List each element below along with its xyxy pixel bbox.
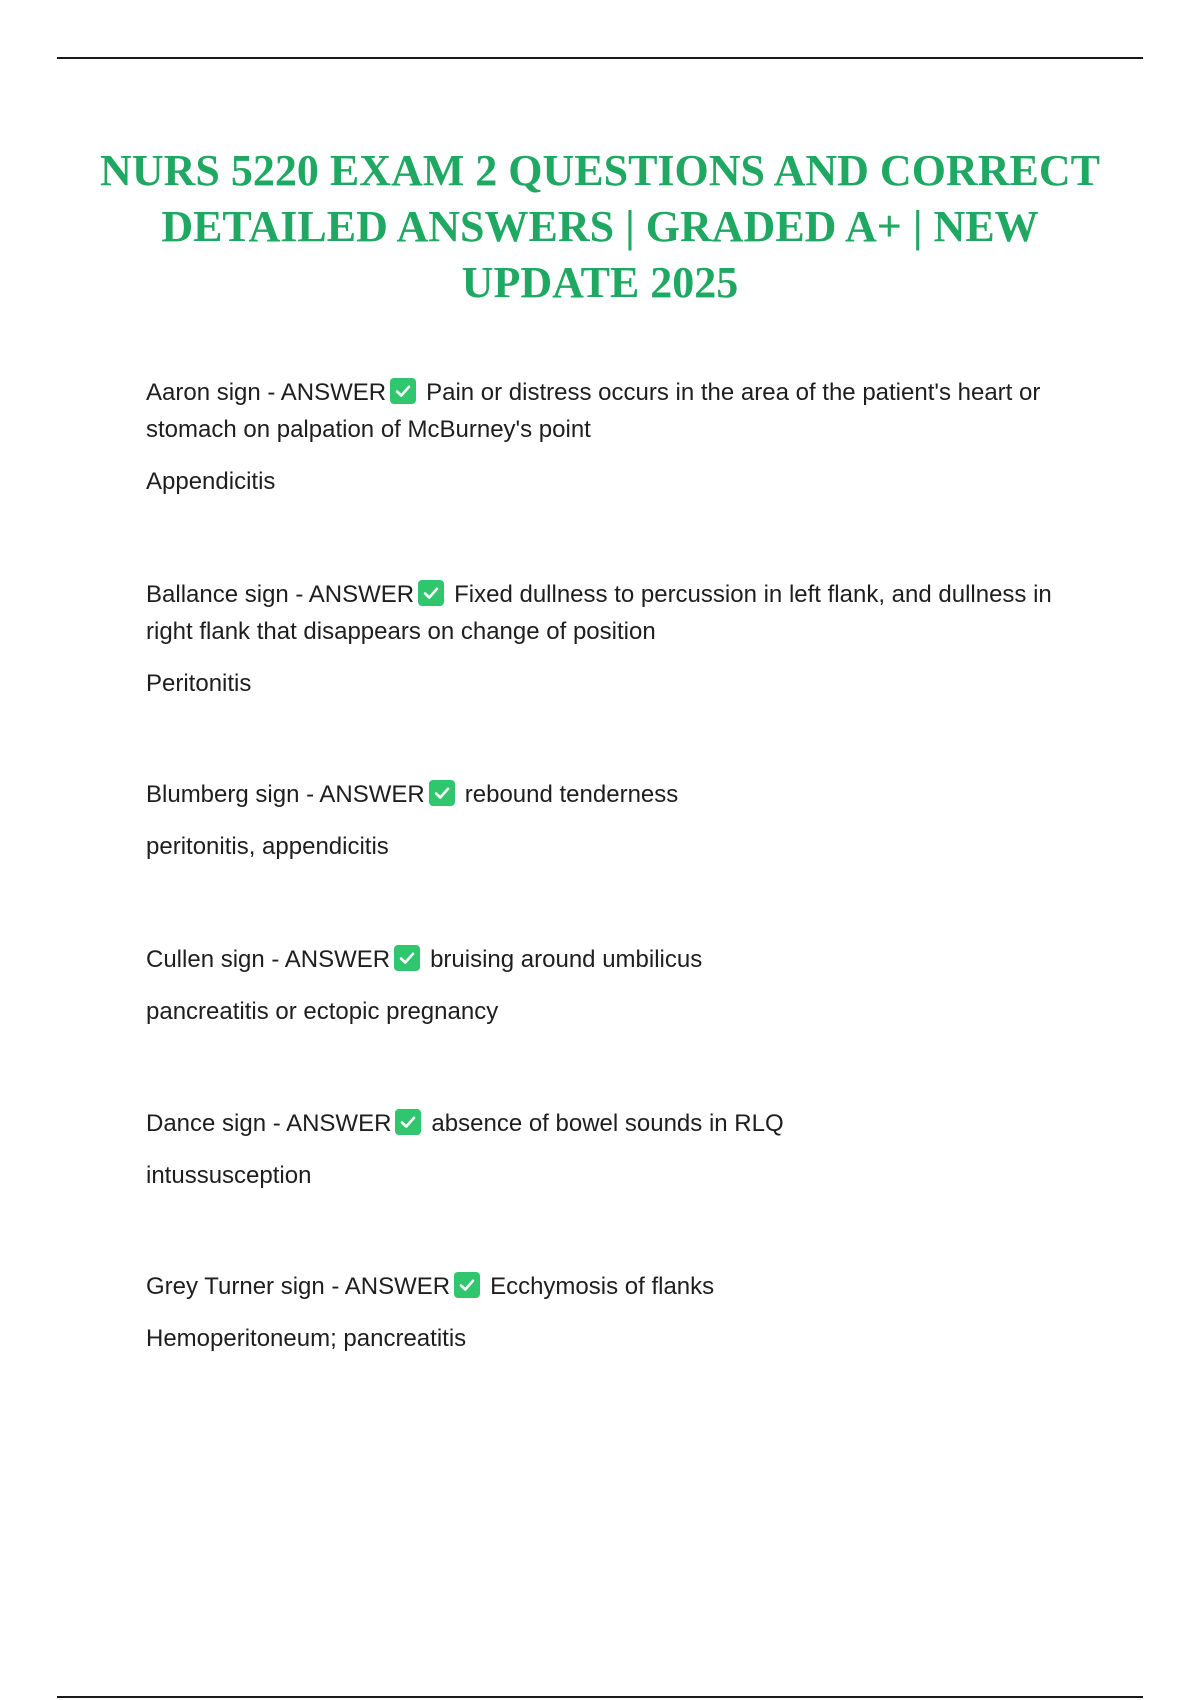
entry-ballance-sign bbox=[146, 576, 1096, 702]
entry-question-line bbox=[146, 776, 1096, 813]
entry-list bbox=[146, 0, 1096, 1700]
entry-cullen-sign bbox=[146, 941, 1096, 1030]
answer-marker: - ANSWER bbox=[260, 379, 387, 406]
entry-condition: Peritonitis bbox=[146, 670, 252, 697]
entry-term: Dance sign bbox=[146, 1110, 267, 1137]
entry-question-line bbox=[146, 1268, 1096, 1305]
entry-definition: absence of bowel sounds in RLQ bbox=[431, 1110, 784, 1137]
entry-definition: Pain or distress occurs in the area of the patient's heart or stomach on palpation of McBurney's point bbox=[146, 379, 1041, 443]
entry-condition: peritonitis, appendicitis bbox=[146, 833, 389, 860]
check-box-icon bbox=[390, 378, 416, 404]
entry-question-line bbox=[146, 1105, 1096, 1142]
check-box-icon bbox=[454, 1272, 480, 1298]
entry-grey-turner-sign bbox=[146, 1268, 1096, 1357]
entry-question-line bbox=[146, 941, 1096, 978]
check-box-icon bbox=[394, 945, 420, 971]
entry-condition: pancreatitis or ectopic pregnancy bbox=[146, 998, 499, 1025]
entry-condition: Appendicitis bbox=[146, 468, 276, 495]
document-title: NURS 5220 EXAM 2 QUESTIONS AND CORRECT DETAILED ANSWERS | GRADED A+ | NEW UPDATE 2025 bbox=[100, 146, 1100, 307]
entry-condition: intussusception bbox=[146, 1162, 312, 1189]
answer-marker: - ANSWER bbox=[324, 1273, 451, 1300]
answer-marker: - ANSWER bbox=[288, 581, 415, 608]
answer-marker: - ANSWER bbox=[299, 781, 425, 808]
entry-definition: rebound tenderness bbox=[464, 781, 679, 808]
check-box-icon bbox=[429, 780, 455, 806]
answer-marker: - ANSWER bbox=[266, 1110, 392, 1137]
entry-term: Cullen sign bbox=[146, 946, 265, 973]
entry-question-line bbox=[146, 374, 1096, 448]
entry-definition: Ecchymosis of flanks bbox=[490, 1273, 715, 1300]
entry-term: Blumberg sign bbox=[146, 781, 300, 808]
entry-blumberg-sign bbox=[146, 776, 1096, 865]
check-box-icon bbox=[418, 580, 444, 606]
entry-definition: Fixed dullness to percussion in left flank, and dullness in right flank that disappears on change of position bbox=[146, 581, 1052, 645]
entry-definition: bruising around umbilicus bbox=[430, 946, 703, 973]
entry-term: Grey Turner sign bbox=[146, 1273, 325, 1300]
answer-marker: - ANSWER bbox=[264, 946, 391, 973]
entry-term: Ballance sign bbox=[146, 581, 289, 608]
bottom-rule bbox=[57, 1696, 1143, 1698]
entry-aaron-sign bbox=[146, 374, 1096, 500]
entry-condition: Hemoperitoneum; pancreatitis bbox=[146, 1325, 467, 1352]
entry-question-line bbox=[146, 576, 1096, 650]
entry-dance-sign bbox=[146, 1105, 1096, 1194]
entry-term: Aaron sign bbox=[146, 379, 261, 406]
check-box-icon bbox=[395, 1109, 421, 1135]
